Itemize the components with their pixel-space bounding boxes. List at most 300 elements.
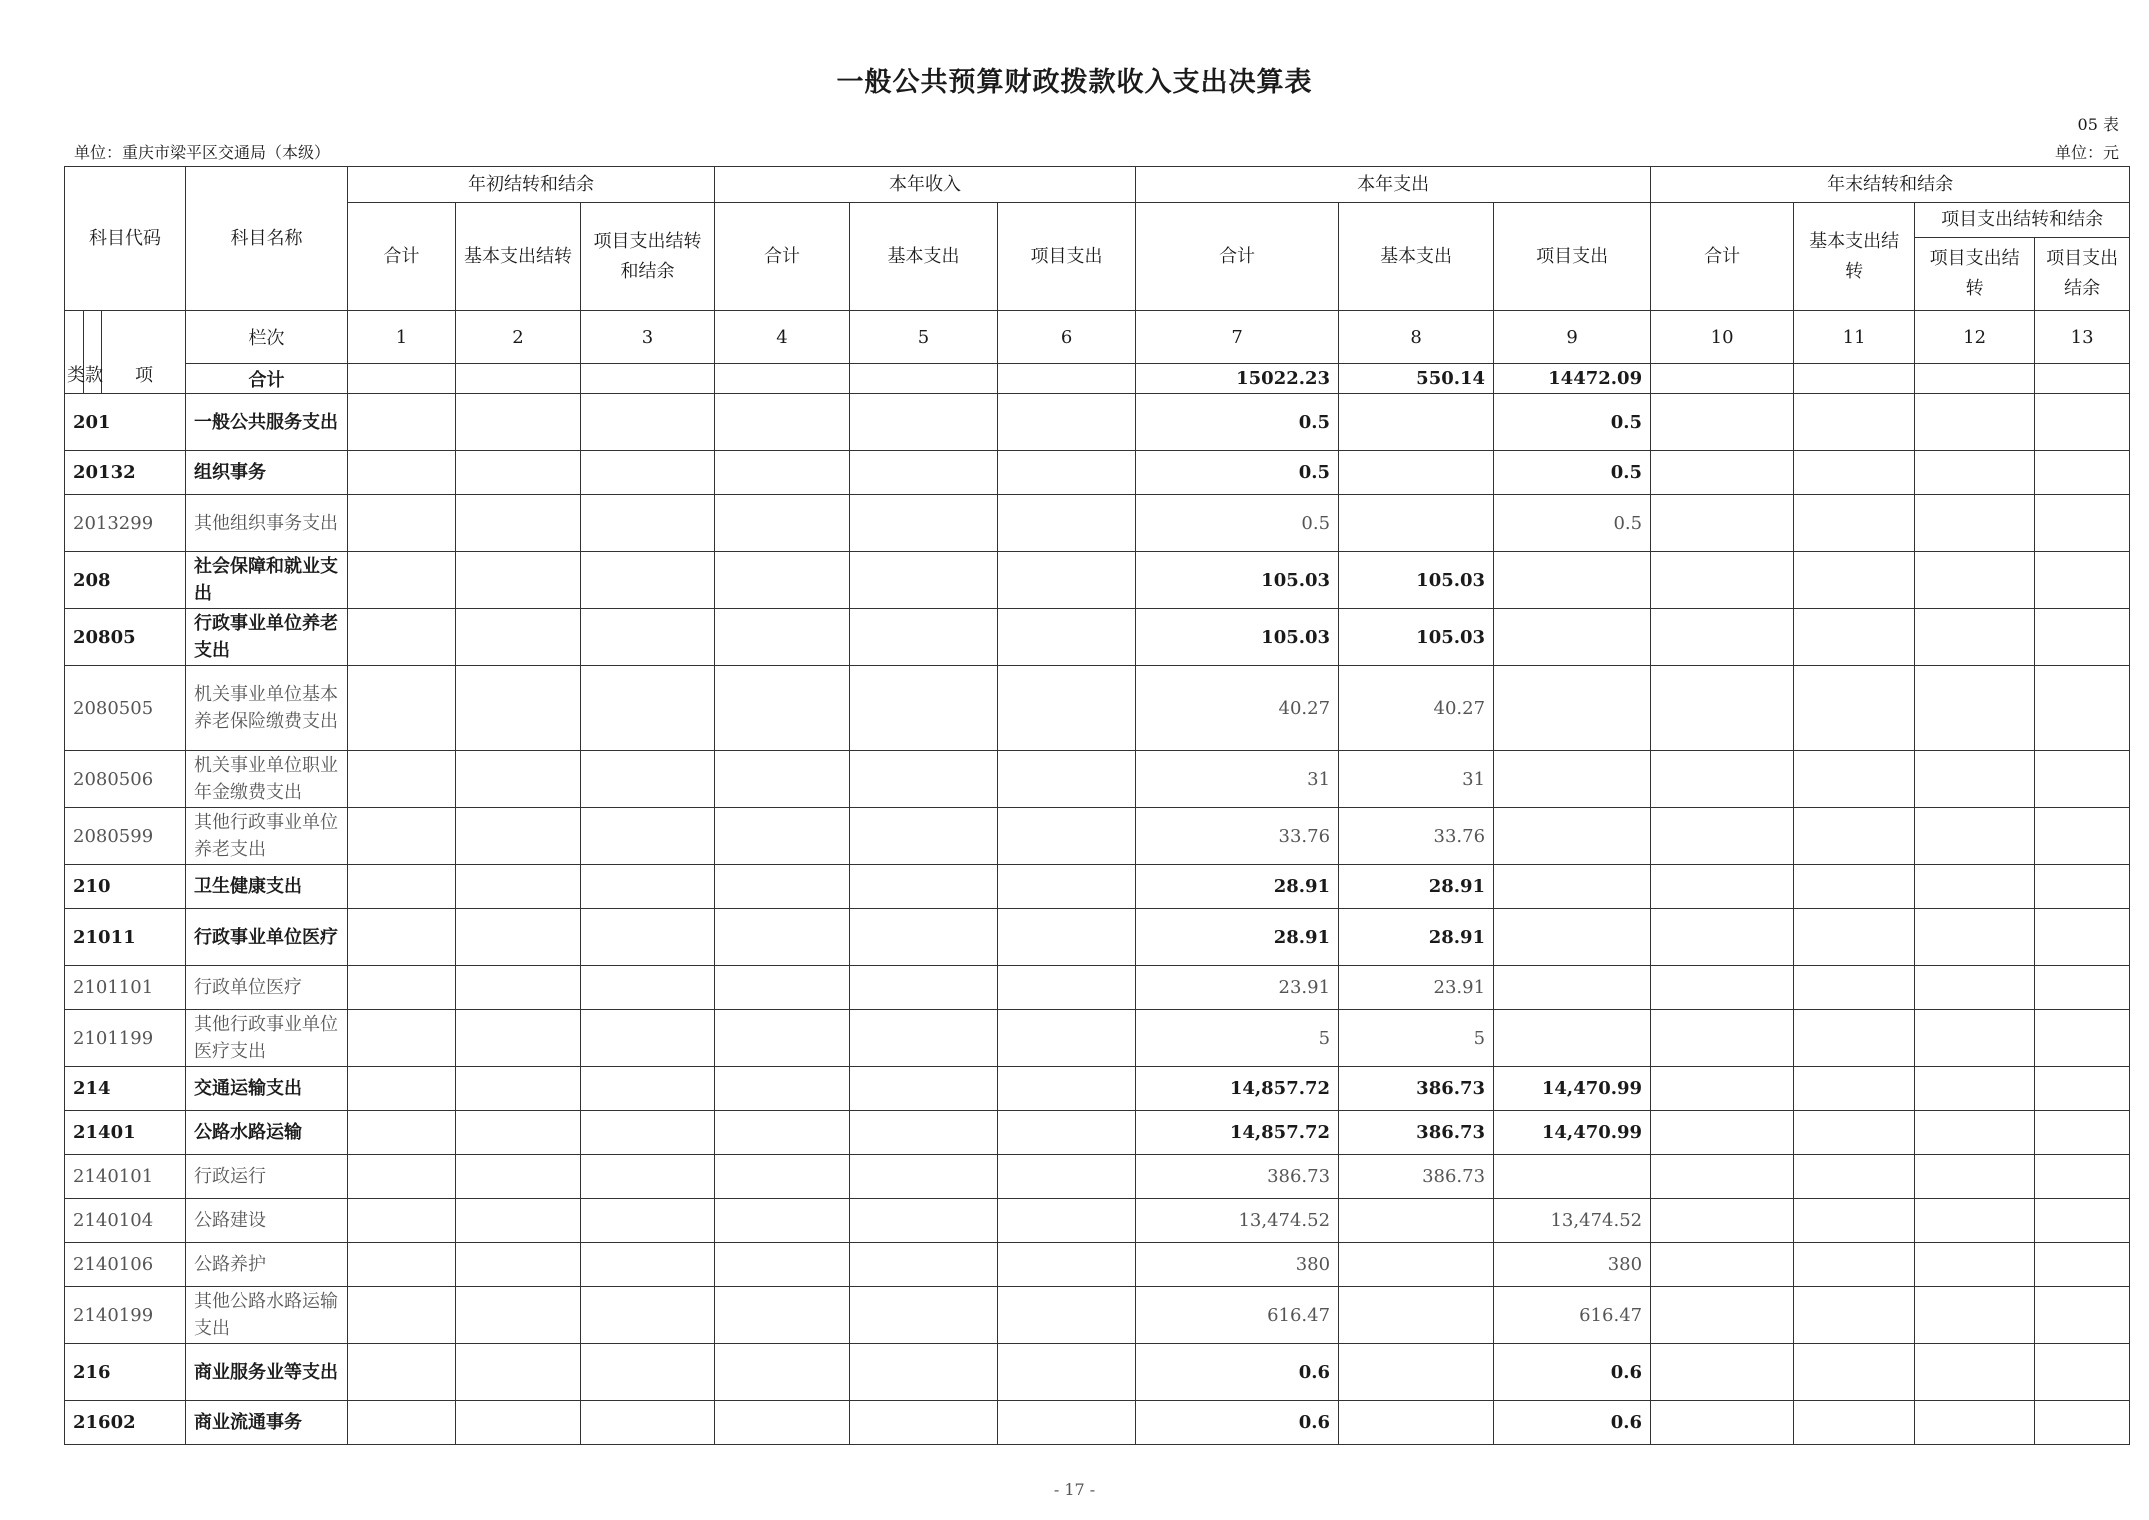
table-row (65, 1111, 2130, 1155)
column-number: 4 (715, 311, 850, 364)
row-expense-total: 5 (1136, 1010, 1339, 1067)
empty-cell (348, 1344, 456, 1401)
empty-cell (850, 1067, 998, 1111)
page-title: 一般公共预算财政拨款收入支出决算表 (836, 67, 1313, 98)
header-expense-total: 合计 (1136, 203, 1339, 311)
empty-cell (2035, 609, 2130, 666)
empty-cell (581, 394, 715, 451)
table-row (65, 751, 2130, 808)
empty-cell (715, 495, 850, 552)
empty-cell (1915, 666, 2035, 751)
row-name: 行政事业单位医疗 (186, 909, 348, 966)
row-expense-project (1494, 966, 1651, 1010)
empty-cell (1651, 751, 1794, 808)
empty-cell (1915, 495, 2035, 552)
empty-cell (850, 1344, 998, 1401)
empty-cell (348, 909, 456, 966)
row-expense-total: 0.5 (1136, 451, 1339, 495)
header-expense-basic: 基本支出 (1339, 203, 1494, 311)
empty-cell (998, 808, 1136, 865)
empty-cell (850, 451, 998, 495)
empty-cell (998, 1401, 1136, 1445)
empty-cell (998, 1243, 1136, 1287)
row-name: 组织事务 (186, 451, 348, 495)
row-expense-project: 616.47 (1494, 1287, 1651, 1344)
row-expense-total: 0.6 (1136, 1401, 1339, 1445)
empty-cell (715, 1401, 850, 1445)
empty-cell (715, 1155, 850, 1199)
row-expense-basic: 28.91 (1339, 865, 1494, 909)
column-number: 9 (1494, 311, 1651, 364)
empty-cell (850, 1199, 998, 1243)
table-row (65, 1401, 2130, 1445)
empty-cell (348, 1111, 456, 1155)
row-code: 2080599 (65, 808, 186, 865)
empty-cell (1915, 1401, 2035, 1445)
table-row (65, 666, 2130, 751)
table-row (65, 394, 2130, 451)
empty-cell (1794, 1067, 1915, 1111)
row-expense-project (1494, 1010, 1651, 1067)
empty-cell (998, 1111, 1136, 1155)
empty-cell (2035, 1344, 2130, 1401)
empty-cell (998, 609, 1136, 666)
table-row (65, 1287, 2130, 1344)
empty-cell (850, 1401, 998, 1445)
empty-cell (581, 609, 715, 666)
row-name: 商业服务业等支出 (186, 1344, 348, 1401)
row-expense-total: 0.6 (1136, 1344, 1339, 1401)
row-code: 208 (65, 552, 186, 609)
empty-cell (850, 909, 998, 966)
empty-cell (456, 1010, 581, 1067)
row-expense-project: 14,470.99 (1494, 1111, 1651, 1155)
row-name: 公路养护 (186, 1243, 348, 1287)
table-row (65, 1010, 2130, 1067)
empty-cell (581, 451, 715, 495)
row-name: 行政运行 (186, 1155, 348, 1199)
empty-cell (850, 552, 998, 609)
empty-cell (1915, 966, 2035, 1010)
row-expense-project: 14,470.99 (1494, 1067, 1651, 1111)
empty-cell (1915, 909, 2035, 966)
empty-cell (348, 552, 456, 609)
empty-cell (456, 751, 581, 808)
empty-cell (850, 1010, 998, 1067)
empty-cell (715, 1111, 850, 1155)
row-expense-basic (1339, 1243, 1494, 1287)
row-expense-total: 616.47 (1136, 1287, 1339, 1344)
row-expense-basic: 386.73 (1339, 1111, 1494, 1155)
empty-cell (850, 495, 998, 552)
row-name: 商业流通事务 (186, 1401, 348, 1445)
row-expense-total: 386.73 (1136, 1155, 1339, 1199)
empty-cell (581, 966, 715, 1010)
empty-cell (715, 1344, 850, 1401)
row-expense-total: 31 (1136, 751, 1339, 808)
header-name: 科目名称 (186, 167, 348, 311)
empty-cell (1915, 808, 2035, 865)
empty-cell (348, 1243, 456, 1287)
empty-cell (456, 451, 581, 495)
empty-cell (456, 909, 581, 966)
empty-cell (456, 865, 581, 909)
empty-cell (581, 1401, 715, 1445)
header-end-total: 合计 (1651, 203, 1794, 311)
row-expense-basic: 33.76 (1339, 808, 1494, 865)
empty-cell (1651, 1199, 1794, 1243)
empty-cell (456, 1111, 581, 1155)
empty-cell (715, 609, 850, 666)
row-expense-project: 0.5 (1494, 394, 1651, 451)
column-number: 6 (998, 311, 1136, 364)
column-number: 7 (1136, 311, 1339, 364)
column-number: 1 (348, 311, 456, 364)
empty-cell (581, 1243, 715, 1287)
level-kuan: 款 (85, 365, 103, 386)
empty-cell (1651, 1111, 1794, 1155)
empty-cell (1794, 909, 1915, 966)
row-code: 2101101 (65, 966, 186, 1010)
row-expense-basic (1339, 1344, 1494, 1401)
empty-cell (348, 1155, 456, 1199)
header-code: 科目代码 (65, 167, 186, 311)
row-expense-project: 380 (1494, 1243, 1651, 1287)
empty-cell (998, 451, 1136, 495)
empty-cell (456, 1344, 581, 1401)
empty-cell (2035, 909, 2130, 966)
column-number: 13 (2035, 311, 2130, 364)
empty-cell (2035, 1010, 2130, 1067)
header-expense-project: 项目支出 (1494, 203, 1651, 311)
row-expense-project (1494, 552, 1651, 609)
empty-cell (456, 1155, 581, 1199)
empty-cell (850, 1155, 998, 1199)
empty-cell (715, 552, 850, 609)
empty-cell (348, 609, 456, 666)
column-number: 8 (1339, 311, 1494, 364)
empty-cell (998, 1067, 1136, 1111)
row-name: 其他组织事务支出 (186, 495, 348, 552)
empty-cell (348, 451, 456, 495)
empty-cell (1794, 1287, 1915, 1344)
unit-currency: 单位：元 (2054, 143, 2119, 162)
empty-cell (2035, 1287, 2130, 1344)
row-code: 2140199 (65, 1287, 186, 1344)
row-name: 社会保障和就业支出 (186, 552, 348, 609)
row-expense-total: 33.76 (1136, 808, 1339, 865)
row-code: 2140106 (65, 1243, 186, 1287)
column-number: 2 (456, 311, 581, 364)
row-expense-basic: 386.73 (1339, 1155, 1494, 1199)
empty-cell (998, 1155, 1136, 1199)
empty-cell (2035, 1243, 2130, 1287)
row-expense-basic (1339, 451, 1494, 495)
empty-cell (1651, 451, 1794, 495)
empty-cell (2035, 865, 2130, 909)
header-income-total: 合计 (715, 203, 850, 311)
header-income-project: 项目支出 (998, 203, 1136, 311)
header-group-income: 本年收入 (715, 167, 1136, 203)
row-code: 21602 (65, 1401, 186, 1445)
empty-cell (998, 1287, 1136, 1344)
empty-cell (581, 666, 715, 751)
page-number: - 17 - (1053, 1480, 1096, 1499)
unit-organization: 单位：重庆市梁平区交通局（本级） (74, 143, 331, 162)
row-expense-project: 0.6 (1494, 1344, 1651, 1401)
empty-cell (581, 865, 715, 909)
row-code: 2140101 (65, 1155, 186, 1199)
empty-cell (1651, 666, 1794, 751)
empty-cell (348, 865, 456, 909)
empty-cell (1651, 909, 1794, 966)
empty-cell (456, 666, 581, 751)
row-code: 2101199 (65, 1010, 186, 1067)
empty-cell (850, 865, 998, 909)
row-expense-total: 28.91 (1136, 865, 1339, 909)
row-expense-basic: 31 (1339, 751, 1494, 808)
empty-cell (456, 609, 581, 666)
empty-cell (1794, 1111, 1915, 1155)
row-code: 216 (65, 1344, 186, 1401)
header-end-basic-carry: 基本支出结转 (1794, 203, 1915, 311)
empty-cell (1794, 495, 1915, 552)
column-number: 11 (1794, 311, 1915, 364)
row-code: 2140104 (65, 1199, 186, 1243)
empty-cell (2035, 451, 2130, 495)
empty-cell (1651, 865, 1794, 909)
empty-cell (715, 451, 850, 495)
row-name: 机关事业单位基本养老保险缴费支出 (186, 666, 348, 751)
row-expense-basic (1339, 1199, 1494, 1243)
total-expense-total: 15022.23 (1136, 364, 1339, 394)
empty-cell (850, 394, 998, 451)
column-number: 12 (1915, 311, 2035, 364)
empty-cell (1794, 1199, 1915, 1243)
empty-cell (581, 1199, 715, 1243)
row-name: 其他行政事业单位医疗支出 (186, 1010, 348, 1067)
table-row (65, 1243, 2130, 1287)
row-name: 行政事业单位养老支出 (186, 609, 348, 666)
empty-cell (581, 1287, 715, 1344)
empty-cell (1915, 1111, 2035, 1155)
empty-cell (348, 1401, 456, 1445)
row-expense-project (1494, 609, 1651, 666)
row-name: 机关事业单位职业年金缴费支出 (186, 751, 348, 808)
empty-cell (715, 394, 850, 451)
empty-cell (1794, 609, 1915, 666)
empty-cell (998, 1010, 1136, 1067)
empty-cell (348, 1067, 456, 1111)
empty-cell (348, 966, 456, 1010)
row-name: 其他行政事业单位养老支出 (186, 808, 348, 865)
empty-cell (1651, 609, 1794, 666)
empty-cell (456, 495, 581, 552)
row-expense-project: 0.5 (1494, 495, 1651, 552)
row-code: 21401 (65, 1111, 186, 1155)
empty-cell (998, 394, 1136, 451)
empty-cell (2035, 666, 2130, 751)
empty-cell (1651, 1010, 1794, 1067)
empty-cell (850, 1287, 998, 1344)
empty-cell (581, 909, 715, 966)
empty-cell (998, 909, 1136, 966)
empty-cell (850, 666, 998, 751)
empty-cell (1915, 1010, 2035, 1067)
empty-cell (1651, 1401, 1794, 1445)
empty-cell (1915, 865, 2035, 909)
empty-cell (715, 1067, 850, 1111)
empty-cell (998, 495, 1136, 552)
empty-cell (998, 1199, 1136, 1243)
empty-cell (715, 751, 850, 808)
row-expense-total: 14,857.72 (1136, 1067, 1339, 1111)
table-row (65, 451, 2130, 495)
column-number: 5 (850, 311, 998, 364)
row-expense-basic: 5 (1339, 1010, 1494, 1067)
column-label: 栏次 (186, 311, 348, 364)
empty-cell (348, 495, 456, 552)
total-expense-basic: 550.14 (1339, 364, 1494, 394)
table-row (65, 1155, 2130, 1199)
empty-cell (998, 552, 1136, 609)
empty-cell (715, 1010, 850, 1067)
empty-cell (456, 808, 581, 865)
empty-cell (998, 865, 1136, 909)
empty-cell (2035, 1111, 2130, 1155)
table-row (65, 865, 2130, 909)
empty-cell (456, 1199, 581, 1243)
empty-cell (581, 1010, 715, 1067)
total-row (65, 364, 2130, 394)
empty-cell (1794, 966, 1915, 1010)
empty-cell (581, 808, 715, 865)
row-name: 行政单位医疗 (186, 966, 348, 1010)
row-code: 214 (65, 1067, 186, 1111)
empty-cell (581, 1344, 715, 1401)
empty-cell (348, 666, 456, 751)
row-expense-total: 40.27 (1136, 666, 1339, 751)
column-number: 10 (1651, 311, 1794, 364)
row-expense-project: 13,474.52 (1494, 1199, 1651, 1243)
empty-cell (1794, 865, 1915, 909)
empty-cell (581, 495, 715, 552)
empty-cell (850, 966, 998, 1010)
empty-cell (1651, 1067, 1794, 1111)
header-begin-total: 合计 (348, 203, 456, 311)
empty-cell (1651, 1243, 1794, 1287)
empty-cell (456, 1243, 581, 1287)
row-name: 公路建设 (186, 1199, 348, 1243)
table-row (65, 1199, 2130, 1243)
table-row (65, 966, 2130, 1010)
empty-cell (715, 865, 850, 909)
table-row (65, 609, 2130, 666)
row-expense-total: 0.5 (1136, 394, 1339, 451)
empty-cell (1794, 394, 1915, 451)
empty-cell (456, 394, 581, 451)
table-row (65, 808, 2130, 865)
empty-cell (348, 808, 456, 865)
form-number: 05 表 (2077, 115, 2119, 134)
empty-cell (1794, 1155, 1915, 1199)
empty-cell (456, 1067, 581, 1111)
empty-cell (998, 751, 1136, 808)
empty-cell (1651, 966, 1794, 1010)
header-group-expense: 本年支出 (1136, 167, 1651, 203)
row-expense-project: 0.5 (1494, 451, 1651, 495)
column-number-row (65, 311, 2130, 364)
table-row (65, 1344, 2130, 1401)
table-row (65, 909, 2130, 966)
row-name: 卫生健康支出 (186, 865, 348, 909)
row-code: 20132 (65, 451, 186, 495)
row-expense-basic: 28.91 (1339, 909, 1494, 966)
header-begin-basic-carry: 基本支出结转 (456, 203, 581, 311)
header-begin-project-carry: 项目支出结转和结余 (581, 203, 715, 311)
empty-cell (1651, 1287, 1794, 1344)
empty-cell (715, 909, 850, 966)
empty-cell (348, 1287, 456, 1344)
empty-cell (850, 609, 998, 666)
empty-cell (1915, 1067, 2035, 1111)
empty-cell (1651, 1155, 1794, 1199)
empty-cell (1794, 451, 1915, 495)
empty-cell (1794, 1243, 1915, 1287)
header-end-project-sub-carry: 项目支出结转 (1915, 238, 2035, 311)
empty-cell (456, 552, 581, 609)
row-expense-project (1494, 808, 1651, 865)
empty-cell (1915, 394, 2035, 451)
empty-cell (1915, 1199, 2035, 1243)
empty-cell (581, 1111, 715, 1155)
table-row (65, 1067, 2130, 1111)
empty-cell (456, 1287, 581, 1344)
empty-cell (1794, 666, 1915, 751)
total-label: 合计 (186, 364, 348, 394)
empty-cell (2035, 808, 2130, 865)
empty-cell (581, 1155, 715, 1199)
empty-cell (715, 1287, 850, 1344)
empty-cell (715, 808, 850, 865)
row-expense-basic: 386.73 (1339, 1067, 1494, 1111)
empty-cell (1794, 1344, 1915, 1401)
empty-cell (850, 808, 998, 865)
header-end-project-carry: 项目支出结转和结余 (1915, 203, 2130, 238)
empty-cell (1651, 552, 1794, 609)
empty-cell (1915, 1155, 2035, 1199)
row-expense-total: 14,857.72 (1136, 1111, 1339, 1155)
row-expense-basic: 40.27 (1339, 666, 1494, 751)
level-xiang: 项 (135, 365, 153, 386)
empty-cell (581, 751, 715, 808)
row-expense-basic: 105.03 (1339, 552, 1494, 609)
total-expense-project: 14472.09 (1494, 364, 1651, 394)
row-expense-total: 105.03 (1136, 609, 1339, 666)
empty-cell (348, 1199, 456, 1243)
row-code: 20805 (65, 609, 186, 666)
row-expense-total: 13,474.52 (1136, 1199, 1339, 1243)
empty-cell (2035, 394, 2130, 451)
empty-cell (850, 1243, 998, 1287)
empty-cell (1915, 1344, 2035, 1401)
header-end-project-sub-balance: 项目支出结余 (2035, 238, 2130, 311)
table-row (65, 552, 2130, 609)
budget-table (64, 166, 2130, 1445)
row-code: 2013299 (65, 495, 186, 552)
empty-cell (850, 1111, 998, 1155)
row-expense-basic (1339, 495, 1494, 552)
